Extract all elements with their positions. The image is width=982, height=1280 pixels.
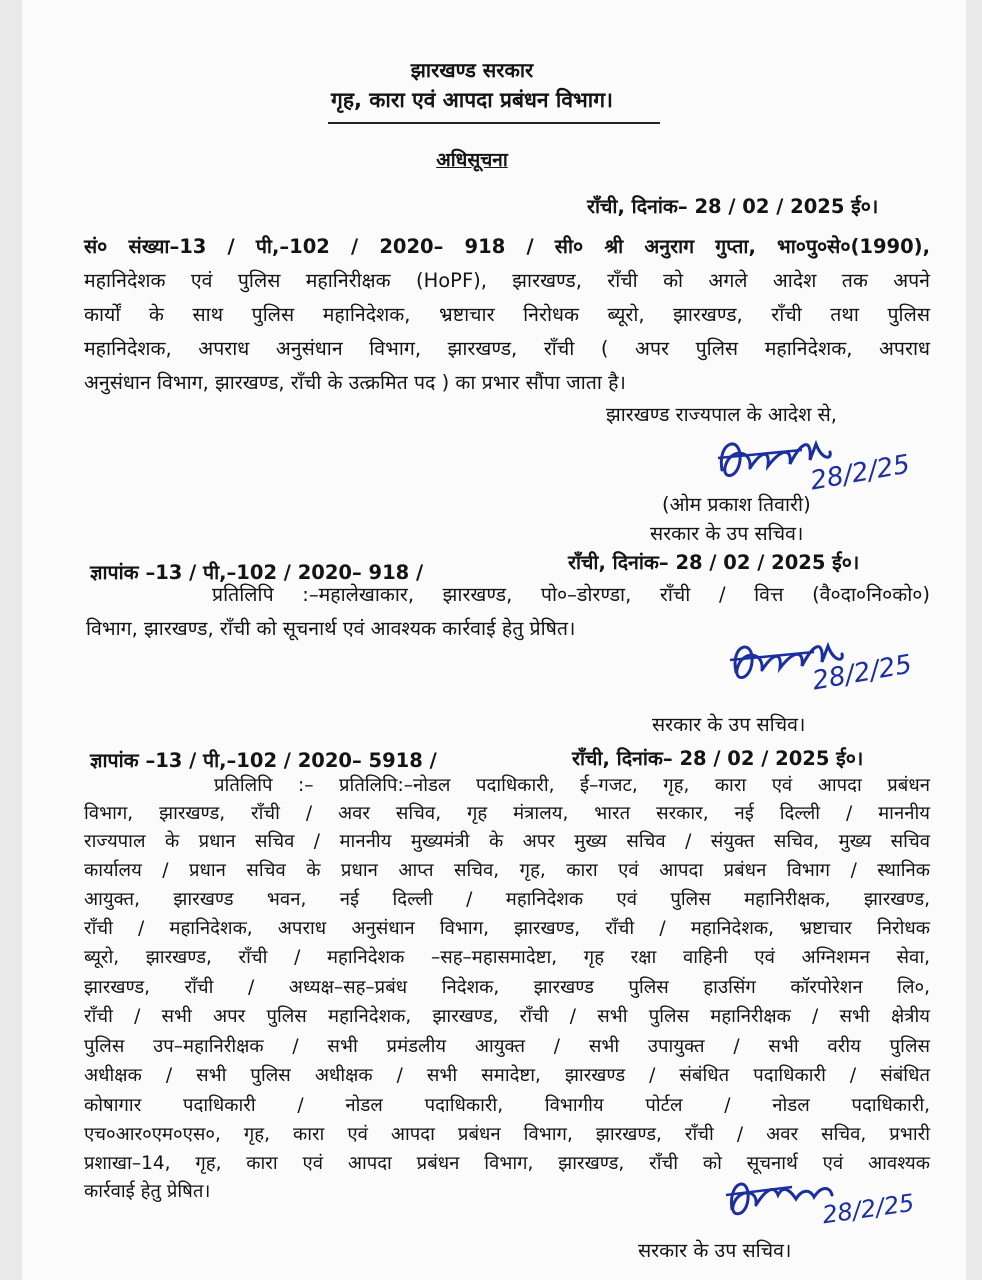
governor-order-line: झारखण्ड राज्यपाल के आदेश से, xyxy=(606,403,837,426)
section3-body-line: आयुक्त, झारखण्ड भवन, नई दिल्ली / महानिदेशक एवं पुलिस महानिरीक्षक, झारखण्ड, xyxy=(84,889,930,910)
signature-1-date: 28/2/25 xyxy=(808,449,913,497)
government-title: झारखण्ड सरकार xyxy=(410,58,534,82)
section2-copy-line: प्रतिलिपि :–महालेखाकार, झारखण्ड, पो०–डोरण्डा, राँची / वित्त (वै०दा०नि०को०) xyxy=(212,583,930,606)
section2-signatory-designation: सरकार के उप सचिव। xyxy=(652,713,806,736)
document-page xyxy=(22,0,966,1280)
signature-3 xyxy=(722,1165,932,1235)
section3-body-line: राज्यपाल के प्रधान सचिव / माननीय मुख्यमंत्री के अपर मुख्य सचिव / संयुक्त सचिव, मुख्य सचिव xyxy=(84,831,930,852)
section2-copy-line-2: विभाग, झारखण्ड, राँची को सूचनार्थ एवं आवश्यक कार्रवाई हेतु प्रेषित। xyxy=(86,617,576,640)
section3-body-line: पुलिस उप–महानिरीक्षक / सभी प्रमंडलीय आयुक्त / सभी उपायुक्त / सभी वरीय पुलिस xyxy=(84,1036,930,1057)
section3-body-line: अधीक्षक / सभी पुलिस अधीक्षक / सभी समादेष्टा, झारखण्ड / संबंधित पदाधिकारी / संबंधित xyxy=(84,1065,930,1086)
section3-body-line: राँची / सभी अपर पुलिस महानिदेशक, झारखण्ड, राँची / सभी पुलिस महानिरीक्षक / सभी क्षेत्रीय xyxy=(84,1006,930,1027)
section1-body-line: अनुसंधान विभाग, झारखण्ड, राँची के उत्क्रमित पद ) का प्रभार सौंपा जाता है। xyxy=(84,371,626,394)
signatory-name: (ओम प्रकाश तिवारी) xyxy=(662,493,811,516)
section3-body-line: कार्रवाई हेतु प्रेषित। xyxy=(84,1181,211,1202)
header-divider xyxy=(328,122,660,124)
section3-signatory-designation: सरकार के उप सचिव। xyxy=(638,1239,792,1262)
signature-2 xyxy=(722,630,932,700)
section1-body-line: महानिदेशक एवं पुलिस महानिरीक्षक (HoPF), झारखण्ड, राँची को अगले आदेश तक अपने xyxy=(84,269,930,292)
section1-place-date: राँची, दिनांक– 28 / 02 / 2025 ई०। xyxy=(587,195,879,218)
section2-place-date: राँची, दिनांक– 28 / 02 / 2025 ई०। xyxy=(568,551,860,574)
section3-body-line: कोषागार पदाधिकारी / नोडल पदाधिकारी, विभागीय पोर्टल / नोडल पदाधिकारी, xyxy=(84,1095,930,1116)
notice-title: अधिसूचना xyxy=(436,149,508,171)
section3-memo-number: ज्ञापांक –13 / पी,–102 / 2020– 5918 / xyxy=(90,749,437,772)
section2-memo-number: ज्ञापांक –13 / पी,–102 / 2020– 918 / xyxy=(90,561,424,584)
department-title: गृह, कारा एवं आपदा प्रबंधन विभाग। xyxy=(331,88,613,112)
section3-place-date: राँची, दिनांक– 28 / 02 / 2025 ई०। xyxy=(572,747,864,770)
section3-body-line: राँची / महानिदेशक, अपराध अनुसंधान विभाग, झारखण्ड, राँची / महानिदेशक, भ्रष्टाचार निरोधक xyxy=(84,918,930,939)
section1-body-line: महानिदेशक, अपराध अनुसंधान विभाग, झारखण्ड, राँची ( अपर पुलिस महानिदेशक, अपराध xyxy=(84,337,930,360)
section3-body-line: एच०आर०एम०एस०, गृह, कारा एवं आपदा प्रबंधन विभाग, झारखण्ड, राँची / अवर सचिव, प्रभारी xyxy=(84,1124,930,1145)
section3-body-line: झारखण्ड, राँची / अध्यक्ष–सह–प्रबंध निदेशक, झारखण्ड पुलिस हाउसिंग कॉरपोरेशन लि०, xyxy=(84,977,930,998)
section1-reference: सं० संख्या–13 / पी,–102 / 2020– 918 / सी० श्री अनुराग गुप्ता, भा०पु०से०(1990), xyxy=(84,235,930,258)
section3-copy-first-line: प्रतिलिपि :– प्रतिलिपि:–नोडल पदाधिकारी, ई–गजट, गृह, कारा एवं आपदा प्रबंधन xyxy=(214,775,930,796)
signature-2-date: 28/2/25 xyxy=(810,649,915,697)
section3-body-line: विभाग, झारखण्ड, राँची / अवर सचिव, गृह मंत्रालय, भारत सरकार, नई दिल्ली / माननीय xyxy=(84,803,930,824)
section3-body-line: ब्यूरो, झारखण्ड, राँची / महानिदेशक –सह–महासमादेष्टा, गृह रक्षा वाहिनी एवं अग्निशमन सेवा, xyxy=(84,947,930,968)
section1-signatory-designation: सरकार के उप सचिव। xyxy=(650,522,804,545)
signature-3-date: 28/2/25 xyxy=(820,1188,917,1230)
section3-body-line: प्रशाखा–14, गृह, कारा एवं आपदा प्रबंधन विभाग, झारखण्ड, राँची को सूचनार्थ एवं आवश्यक xyxy=(84,1153,930,1174)
section3-body-line: कार्यालय / प्रधान सचिव के प्रधान आप्त सचिव, गृह, कारा एवं आपदा प्रबंधन विभाग / स्थानिक xyxy=(84,860,930,881)
section1-body-line: कार्यों के साथ पुलिस महानिदेशक, भ्रष्टाचार निरोधक ब्यूरो, झारखण्ड, राँची तथा पुलिस xyxy=(84,303,930,326)
